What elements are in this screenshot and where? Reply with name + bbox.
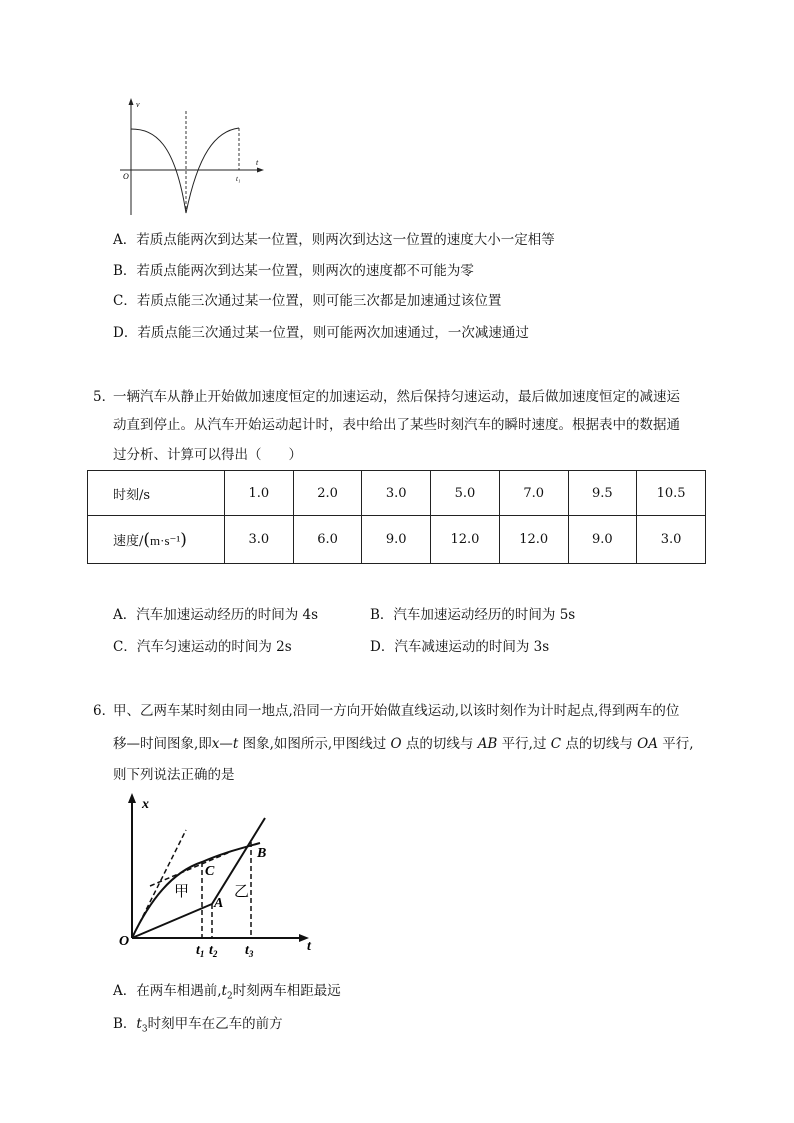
q6-option-b[interactable]: B．$t_3$时刻甲车在乙车的前方 xyxy=(113,1016,283,1035)
q5-stem-line2: 动直到停止。从汽车开始运动起计时，表中给出了某些时刻汽车的瞬时速度。根据表中的数据通 xyxy=(113,417,680,433)
label-origin: O xyxy=(123,172,129,181)
table-cell: 9.0 xyxy=(362,516,431,564)
q5-stem-line3: 过分析、计算可以得出（ ） xyxy=(113,447,302,463)
table-cell: 5.0 xyxy=(431,471,500,516)
q5-option-a[interactable]: A．汽车加速运动经历的时间为 4s xyxy=(113,607,319,623)
speed-label: 速度/ xyxy=(113,533,144,549)
t-axis-arrow xyxy=(257,168,264,173)
table-header-speed: 速度/(m·s⁻¹) xyxy=(88,516,225,564)
label-jia: 甲 xyxy=(174,882,190,900)
q6-number: 6． xyxy=(93,703,116,719)
label-t3: $t_3$ xyxy=(245,943,254,959)
label-origin: O xyxy=(119,934,130,949)
q6-option-a[interactable]: A．在两车相遇前$,t_2$时刻两车相距最远 xyxy=(113,983,341,1002)
label-b: B xyxy=(257,846,267,861)
q5-option-c[interactable]: C．汽车匀速运动的时间为 2s xyxy=(113,639,292,655)
q5-number: 5． xyxy=(93,389,116,405)
line-yi xyxy=(132,818,265,938)
label-t1: t₁ xyxy=(236,175,241,183)
label-x: x xyxy=(142,797,149,812)
tangent-at-c xyxy=(150,852,230,886)
q6-stem-line3: 则下列说法正确的是 xyxy=(113,767,235,783)
q4-option-a[interactable]: A．若质点能两次到达某一位置，则两次到达这一位置的速度大小一定相等 xyxy=(113,232,555,248)
speed-unit: m·s⁻¹ xyxy=(150,532,181,548)
table-row-speed xyxy=(88,516,706,564)
velocity-time-graph xyxy=(110,95,270,220)
table-cell: 3.0 xyxy=(225,516,294,564)
q5-stem-line1: 一辆汽车从静止开始做加速度恒定的加速运动，然后保持匀速运动，最后做加速度恒定的减速运 xyxy=(113,389,680,405)
label-v: v xyxy=(136,100,140,109)
table-cell: 10.5 xyxy=(637,471,706,516)
q5-option-b[interactable]: B．汽车加速运动经历的时间为 5s xyxy=(370,607,576,623)
table-cell: 9.0 xyxy=(568,516,637,564)
q6-stem-line1: 甲、乙两车某时刻由同一地点,沿同一方向开始做直线运动,以该时刻作为计时起点,得到两车的位 xyxy=(113,703,680,719)
table-cell: 2.0 xyxy=(293,471,362,516)
table-cell: 3.0 xyxy=(362,471,431,516)
label-t1: $t_1$ xyxy=(196,943,205,959)
displacement-time-graph xyxy=(110,790,330,965)
table-cell: 6.0 xyxy=(293,516,362,564)
label-c: C xyxy=(205,864,215,879)
v-axis-arrow xyxy=(129,98,134,105)
x-axis-arrow xyxy=(128,793,136,803)
q6-stem-line2: 移—时间图象,即x—t 图象,如图所示,甲图线过 O 点的切线与 AB 平行,过 C 点的切线与 OA 平行, xyxy=(113,736,694,752)
table-cell: 9.5 xyxy=(568,471,637,516)
label-t: t xyxy=(307,939,311,954)
table-cell: 12.0 xyxy=(499,516,568,564)
table-header-time: 时刻/s xyxy=(88,471,225,516)
table-cell: 12.0 xyxy=(431,516,500,564)
q5-option-d[interactable]: D．汽车减速运动的时间为 3s xyxy=(370,639,550,655)
label-yi: 乙 xyxy=(234,882,250,900)
table-cell: 1.0 xyxy=(225,471,294,516)
label-t2: $t_2$ xyxy=(209,943,218,959)
table-cell: 7.0 xyxy=(499,471,568,516)
label-a: A xyxy=(214,896,224,911)
q4-option-d[interactable]: D．若质点能三次通过某一位置，则可能两次加速通过，一次减速通过 xyxy=(113,325,529,341)
table-cell: 3.0 xyxy=(637,516,706,564)
time-speed-table xyxy=(87,470,706,564)
q4-option-b[interactable]: B．若质点能两次到达某一位置，则两次的速度都不可能为零 xyxy=(113,263,474,279)
table-row-time xyxy=(88,471,706,516)
q4-option-c[interactable]: C．若质点能三次通过某一位置，则可能三次都是加速通过该位置 xyxy=(113,293,502,309)
label-t: t xyxy=(256,158,259,167)
